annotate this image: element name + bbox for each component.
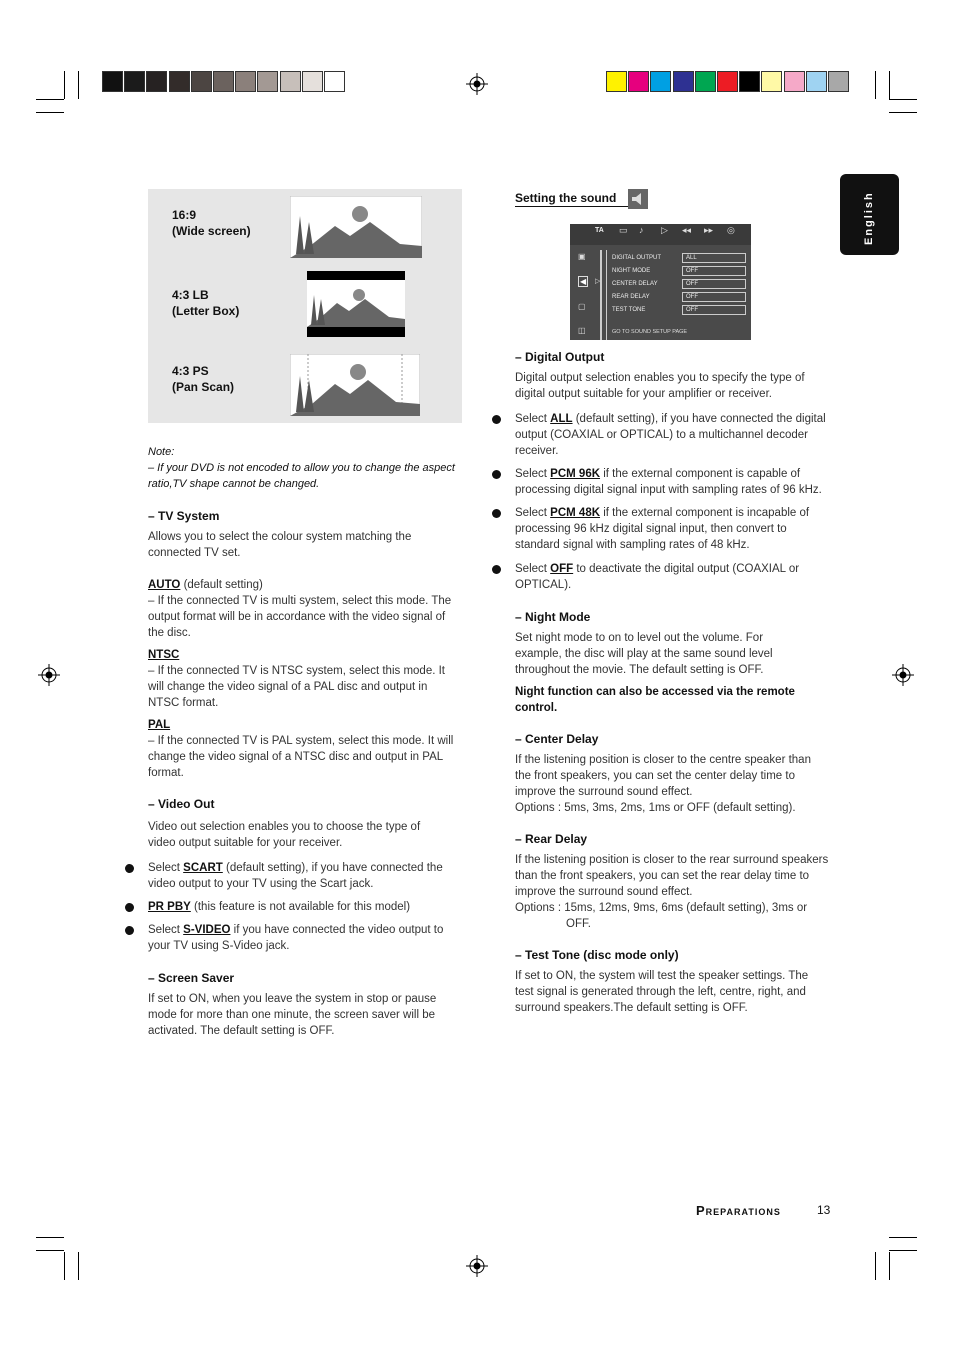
menu-toolbar — [570, 224, 751, 245]
auto-label: AUTO — [148, 579, 181, 591]
color-swatch — [124, 71, 145, 92]
digital-off — [515, 561, 827, 593]
language-tab — [840, 174, 899, 255]
speech-icon: ▢ — [578, 302, 586, 311]
pcm48-post: if the external component is incapable of processing 96 kHz digital signal input, then convert to standard signal with sampling rates of 48 kHz. — [515, 507, 810, 551]
aspect-lb-name: (Letter Box) — [172, 304, 240, 318]
crop-mark — [875, 1252, 876, 1280]
crop-mark — [889, 99, 917, 100]
tv-system-intro: Allows you to select the colour system matching the connected TV set. — [148, 531, 412, 559]
rewind-icon: ◂◂ — [682, 225, 692, 235]
bullet-icon — [492, 509, 501, 518]
color-swatch — [235, 71, 256, 92]
menu-row-label[interactable]: DIGITAL OUTPUT — [612, 255, 662, 261]
crop-mark — [889, 71, 890, 99]
crop-mark — [875, 71, 876, 99]
menu-row-label[interactable]: NIGHT MODE — [612, 268, 651, 274]
color-swatch — [784, 71, 805, 92]
audio-icon: ♪ — [639, 225, 644, 235]
speaker-icon — [628, 189, 648, 209]
off-label: OFF — [550, 563, 574, 575]
crop-mark — [36, 99, 64, 100]
setting-sound-heading — [515, 191, 648, 207]
crop-mark — [64, 71, 65, 99]
tv-auto-option — [148, 577, 460, 641]
tv-pal-option — [148, 717, 460, 781]
widescreen-picture — [290, 196, 422, 258]
bullet-icon — [492, 415, 501, 424]
crop-mark — [36, 112, 64, 113]
test-tone-heading: – Test Tone (disc mode only) — [515, 948, 679, 962]
digital-all — [515, 411, 827, 459]
letterbox-picture — [307, 271, 405, 337]
all-label: ALL — [550, 413, 573, 425]
scart-post: (default setting), if you have connected the video output to your TV using the Scart jack. — [148, 862, 443, 890]
registration-mark-icon — [466, 73, 488, 95]
aspect-ps-ratio: 4:3 PS — [172, 364, 209, 378]
bullet-icon — [492, 565, 501, 574]
color-swatch — [695, 71, 716, 92]
color-swatch — [169, 71, 190, 92]
arrow-right-icon: ▷ — [595, 278, 601, 285]
bullet-icon — [125, 903, 134, 912]
color-swatch — [102, 71, 123, 92]
off-pre: Select — [515, 563, 551, 575]
aspect-ratio-panel — [148, 189, 462, 423]
menu-divider — [600, 250, 602, 340]
center-delay-heading: – Center Delay — [515, 732, 599, 746]
video-out-prpby — [148, 899, 460, 915]
screen-saver-heading: – Screen Saver — [148, 971, 235, 985]
crop-mark — [889, 112, 917, 113]
pcm96-label: PCM 96K — [550, 468, 601, 480]
bullet-icon — [492, 470, 501, 479]
tv-system-heading: – TV System — [148, 509, 220, 523]
color-swatch — [302, 71, 323, 92]
video-out-intro: Video out selection enables you to choose the type of video output suitable for your receiver. — [148, 821, 421, 849]
note — [148, 444, 460, 492]
svideo-pre: Select — [148, 924, 184, 936]
bullet-icon — [125, 864, 134, 873]
scart-label: SCART — [183, 862, 223, 874]
crop-mark — [889, 1250, 917, 1251]
auto-suffix: (default setting) — [180, 579, 263, 591]
off-post: to deactivate the digital output (COAXIAL or OPTICAL). — [515, 563, 800, 591]
play-icon: ▷ — [661, 225, 668, 235]
crop-mark — [889, 1237, 917, 1238]
video-out-heading: – Video Out — [148, 797, 215, 811]
crop-mark — [64, 1252, 65, 1280]
color-swatch — [717, 71, 738, 92]
night-mode-text: Set night mode to on to level out the volume. For example, the disc will play at the same sound level throughout the movie. The default setting is OFF. — [515, 632, 773, 676]
color-swatch — [257, 71, 278, 92]
color-swatch — [650, 71, 671, 92]
color-swatch — [828, 71, 849, 92]
pcm96-post: if the external component is capable of processing digital signal input with sampling rates of 96 kHz. — [515, 468, 822, 496]
night-mode-note: Night function can also be accessed via the remote control. — [515, 686, 795, 714]
color-swatch — [606, 71, 627, 92]
svideo-post: if you have connected the video output to your TV using S-Video jack. — [148, 924, 444, 952]
language-tab-label: English — [863, 191, 875, 245]
registration-mark-icon — [892, 664, 914, 686]
center-delay-text: If the listening position is closer to the centre speaker than the front speakers, you can set the center delay time to improve the surround sound effect. — [515, 754, 811, 798]
menu-row-label[interactable]: TEST TONE — [612, 307, 646, 313]
registration-mark-icon — [466, 1255, 488, 1277]
center-delay-options: Options : 5ms, 3ms, 2ms, 1ms or OFF (default setting). — [515, 802, 796, 814]
color-swatch — [324, 71, 345, 92]
digital-pcm96 — [515, 466, 830, 498]
menu-row-value[interactable]: OFF — [682, 292, 746, 302]
crop-mark — [36, 1250, 64, 1251]
ntsc-text: – If the connected TV is NTSC system, select this mode. It will change the video signal of a PAL disc and output in NTSC format. — [148, 665, 445, 709]
color-swatch — [280, 71, 301, 92]
color-swatch — [761, 71, 782, 92]
color-swatch — [628, 71, 649, 92]
pcm48-label: PCM 48K — [550, 507, 601, 519]
menu-top-label: TA — [595, 227, 604, 234]
page-number: 13 — [817, 1203, 831, 1217]
test-tone-text: If set to ON, the system will test the speaker settings. The test signal is generated through the left, centre, right, and surround speakers.The default setting is OFF. — [515, 970, 809, 1014]
menu-row-label[interactable]: CENTER DELAY — [612, 281, 658, 287]
auto-text: – If the connected TV is multi system, select this mode. The output format will be in accordance with the video signal of the disc. — [148, 595, 452, 639]
menu-divider — [606, 250, 607, 340]
aspect-lb-ratio: 4:3 LB — [172, 288, 209, 302]
aspect-wide-ratio: 16:9 — [172, 208, 197, 222]
scart-pre: Select — [148, 862, 184, 874]
color-swatch — [673, 71, 694, 92]
setup-icon: ◫ — [578, 326, 586, 335]
picture-icon: ▣ — [578, 252, 586, 261]
aspect-ps-name: (Pan Scan) — [172, 380, 235, 394]
menu-row-value[interactable]: ALL — [682, 253, 746, 263]
pal-text: – If the connected TV is PAL system, select this mode. It will change the video signal of a NTSC disc and output in PAL format. — [148, 735, 454, 779]
menu-row-value[interactable]: OFF — [682, 305, 746, 315]
display-icon: ▭ — [619, 225, 628, 235]
menu-row-label[interactable]: REAR DELAY — [612, 294, 650, 300]
color-swatch — [806, 71, 827, 92]
note-title: Note: — [148, 446, 175, 458]
panscan-picture — [290, 354, 420, 416]
disc-icon: ◎ — [727, 225, 735, 235]
pcm48-pre: Select — [515, 507, 551, 519]
rear-delay-heading: – Rear Delay — [515, 832, 588, 846]
tv-ntsc-option — [148, 647, 460, 711]
crop-mark — [78, 1252, 79, 1280]
color-swatch — [146, 71, 167, 92]
aspect-wide-name: (Wide screen) — [172, 224, 251, 238]
footer-section: Preparations — [696, 1203, 781, 1218]
color-swatch — [213, 71, 234, 92]
color-swatch — [191, 71, 212, 92]
crop-mark — [78, 71, 79, 99]
pal-label: PAL — [148, 719, 171, 731]
rear-delay-options-1: Options : 15ms, 12ms, 9ms, 6ms (default setting), 3ms or — [515, 902, 808, 914]
prpby-post: (this feature is not available for this model) — [190, 901, 411, 913]
crop-mark — [889, 1252, 890, 1280]
all-post: (default setting), if you have connected the digital output (COAXIAL or OPTICAL) to a multichannel decoder receiver. — [515, 413, 826, 457]
speaker-menu-icon: ◀ — [580, 277, 587, 286]
all-pre: Select — [515, 413, 551, 425]
night-mode-heading: – Night Mode — [515, 610, 591, 624]
setting-sound-title: Setting the sound — [515, 191, 617, 205]
menu-row-value[interactable]: OFF — [682, 279, 746, 289]
digital-output-heading: – Digital Output — [515, 350, 605, 364]
svideo-label: S-VIDEO — [183, 924, 231, 936]
registration-mark-icon — [38, 664, 60, 686]
pcm96-pre: Select — [515, 468, 551, 480]
digital-pcm48 — [515, 505, 830, 553]
note-text: – If your DVD is not encoded to allow you to change the aspect ratio,TV shape cannot be changed. — [148, 462, 455, 490]
video-out-scart — [148, 860, 460, 892]
video-out-svideo — [148, 922, 460, 954]
bullet-icon — [125, 926, 134, 935]
rear-delay-options-2: OFF. — [566, 918, 591, 930]
screen-saver-text: If set to ON, when you leave the system in stop or pause mode for more than one minute, the screen saver will be activated. The default setting is OFF. — [148, 993, 437, 1037]
crop-mark — [36, 1237, 64, 1238]
digital-output-intro: Digital output selection enables you to specify the type of digital output suitable for your amplifier or receiver. — [515, 372, 805, 400]
rear-delay-text: If the listening position is closer to the rear surround speakers than the front speakers, you can set the rear delay time to improve the surround sound effect. — [515, 854, 829, 898]
menu-row-value[interactable]: OFF — [682, 266, 746, 276]
menu-footer: GO TO SOUND SETUP PAGE — [612, 329, 688, 335]
ntsc-label: NTSC — [148, 649, 180, 661]
forward-icon: ▸▸ — [704, 225, 714, 235]
prpby-label: PR PBY — [148, 901, 191, 913]
color-swatch — [739, 71, 760, 92]
